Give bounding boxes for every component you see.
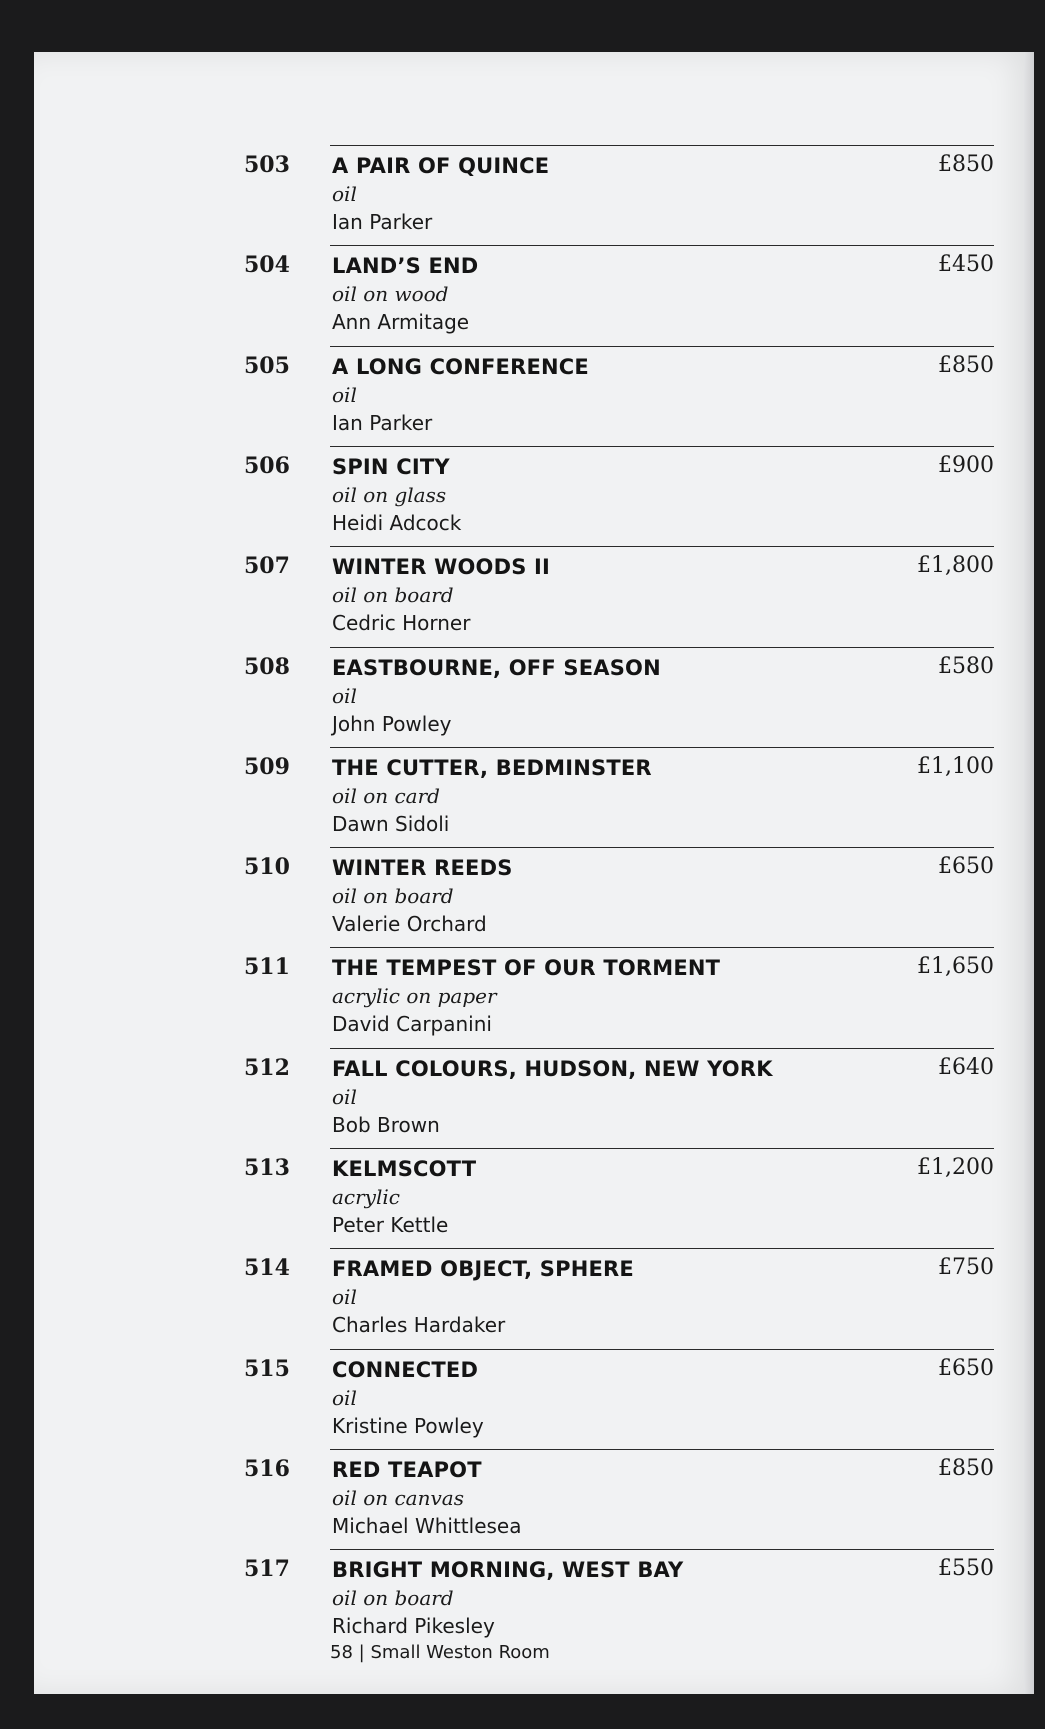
entry-price: £650	[938, 1355, 994, 1381]
entry-medium: oil	[332, 182, 357, 206]
entry-number: 503	[244, 152, 290, 178]
entry-artist: Michael Whittlesea	[332, 1513, 522, 1538]
entry-divider	[330, 847, 994, 848]
page-number: 58	[330, 1642, 353, 1663]
entry-divider	[330, 947, 994, 948]
section-name: Small Weston Room	[370, 1642, 550, 1663]
entry-price: £650	[938, 854, 994, 880]
entry-medium: acrylic on paper	[332, 984, 497, 1009]
entry-medium: oil on glass	[332, 482, 447, 507]
entry-medium: oil	[332, 382, 357, 407]
entry-medium: oil on canvas	[332, 1485, 464, 1510]
entry-medium: oil	[332, 1385, 357, 1410]
catalogue-entry	[34, 301, 1034, 435]
entry-divider	[330, 1449, 994, 1450]
entry-artist: Ian Parker	[332, 210, 433, 234]
entry-price: £850	[938, 352, 994, 378]
entry-medium: oil on board	[332, 1586, 454, 1611]
entry-medium: oil on wood	[332, 282, 449, 307]
entry-title: THE TEMPEST OF OUR TORMENT	[332, 956, 721, 981]
entry-artist: David Carpanini	[332, 1012, 492, 1037]
entry-title: WINTER WOODS II	[332, 555, 551, 580]
entry-title: A LONG CONFERENCE	[332, 354, 589, 379]
entry-price: £850	[938, 152, 994, 177]
entry-artist: Richard Pikesley	[332, 1614, 495, 1639]
entry-artist: Dawn Sidoli	[332, 811, 450, 836]
catalogue-entry	[34, 1504, 1034, 1639]
entry-artist: Kristine Powley	[332, 1413, 484, 1438]
catalogue-page	[34, 52, 1034, 1694]
entry-artist: Heidi Adcock	[332, 510, 462, 535]
catalogue-entry	[34, 1404, 1034, 1538]
entry-divider	[330, 1148, 994, 1149]
entry-price: £1,800	[917, 553, 994, 579]
entry-divider	[330, 346, 994, 347]
entry-medium: oil on board	[332, 884, 454, 909]
entry-divider	[330, 1048, 994, 1049]
entry-title: THE CUTTER, BEDMINSTER	[332, 755, 652, 780]
entry-number: 516	[244, 1455, 290, 1482]
entry-divider	[330, 647, 994, 648]
entry-title: RED TEAPOT	[332, 1457, 482, 1482]
entry-divider	[330, 1349, 994, 1350]
entry-artist: Cedric Horner	[332, 611, 471, 636]
catalogue-entry	[34, 602, 1034, 736]
footer-separator: |	[358, 1642, 365, 1663]
entry-divider	[330, 1248, 994, 1249]
entry-artist: Bob Brown	[332, 1112, 440, 1137]
entry-divider	[330, 1549, 994, 1550]
entry-divider	[330, 446, 994, 447]
entry-artist: Peter Kettle	[332, 1213, 449, 1237]
entry-title: FRAMED OBJECT, SPHERE	[332, 1257, 634, 1282]
entry-number: 505	[244, 352, 290, 379]
entry-price: £1,200	[917, 1155, 994, 1180]
entry-number: 508	[244, 653, 290, 680]
entry-medium: oil	[332, 1084, 357, 1109]
entry-number: 509	[244, 753, 290, 780]
entry-price: £640	[938, 1054, 994, 1080]
entry-number: 511	[244, 954, 290, 981]
entry-title: A PAIR OF QUINCE	[332, 154, 550, 178]
catalogue-entry	[34, 902, 1034, 1037]
entry-title: FALL COLOURS, HUDSON, NEW YORK	[332, 1056, 773, 1081]
catalogue-entry	[34, 802, 1034, 937]
catalogue-entry	[34, 1103, 1034, 1237]
entry-title: BRIGHT MORNING, WEST BAY	[332, 1558, 684, 1583]
entry-price: £450	[938, 252, 994, 278]
entry-divider	[330, 546, 994, 547]
catalogue-entry	[34, 1304, 1034, 1438]
catalogue-entry	[34, 1203, 1034, 1338]
entry-artist: Ian Parker	[332, 410, 433, 435]
entry-number: 507	[244, 553, 290, 580]
entry-medium: acrylic	[332, 1185, 400, 1209]
catalogue-entry	[34, 501, 1034, 636]
entry-number: 510	[244, 854, 290, 881]
entry-artist: Valerie Orchard	[332, 912, 487, 937]
entry-number: 515	[244, 1355, 290, 1382]
entry-number: 517	[244, 1556, 290, 1583]
entry-artist: Charles Hardaker	[332, 1313, 506, 1338]
catalogue-entry	[34, 401, 1034, 535]
entry-divider	[330, 747, 994, 748]
entry-number: 514	[244, 1255, 290, 1282]
entry-title: KELMSCOTT	[332, 1157, 477, 1181]
page-footer	[330, 1642, 550, 1663]
entry-title: WINTER REEDS	[332, 856, 513, 881]
catalogue-entry	[34, 200, 1034, 335]
entry-medium: oil	[332, 683, 357, 708]
entry-artist: John Powley	[332, 711, 452, 736]
entry-number: 513	[244, 1155, 290, 1181]
entry-title: SPIN CITY	[332, 454, 450, 479]
entry-divider	[330, 145, 994, 146]
entry-price: £550	[938, 1556, 994, 1582]
entry-medium: oil on card	[332, 783, 440, 808]
catalogue-entry	[34, 1003, 1034, 1137]
entry-artist: Ann Armitage	[332, 310, 470, 335]
entry-medium: oil on board	[332, 583, 454, 608]
entry-price: £1,100	[917, 753, 994, 779]
entry-title: CONNECTED	[332, 1357, 479, 1382]
catalogue-entry	[34, 702, 1034, 836]
entry-number: 512	[244, 1054, 290, 1081]
entry-title: EASTBOURNE, OFF SEASON	[332, 655, 661, 680]
entry-title: LAND’S END	[332, 254, 479, 279]
entry-medium: oil	[332, 1285, 357, 1310]
entry-price: £750	[938, 1255, 994, 1281]
entry-price: £580	[938, 653, 994, 679]
entry-number: 506	[244, 452, 290, 479]
entry-price: £850	[938, 1455, 994, 1481]
entry-divider	[330, 245, 994, 246]
entry-price: £900	[938, 452, 994, 478]
catalogue-entry	[34, 100, 1034, 234]
entry-number: 504	[244, 252, 290, 279]
entry-price: £1,650	[917, 954, 994, 980]
